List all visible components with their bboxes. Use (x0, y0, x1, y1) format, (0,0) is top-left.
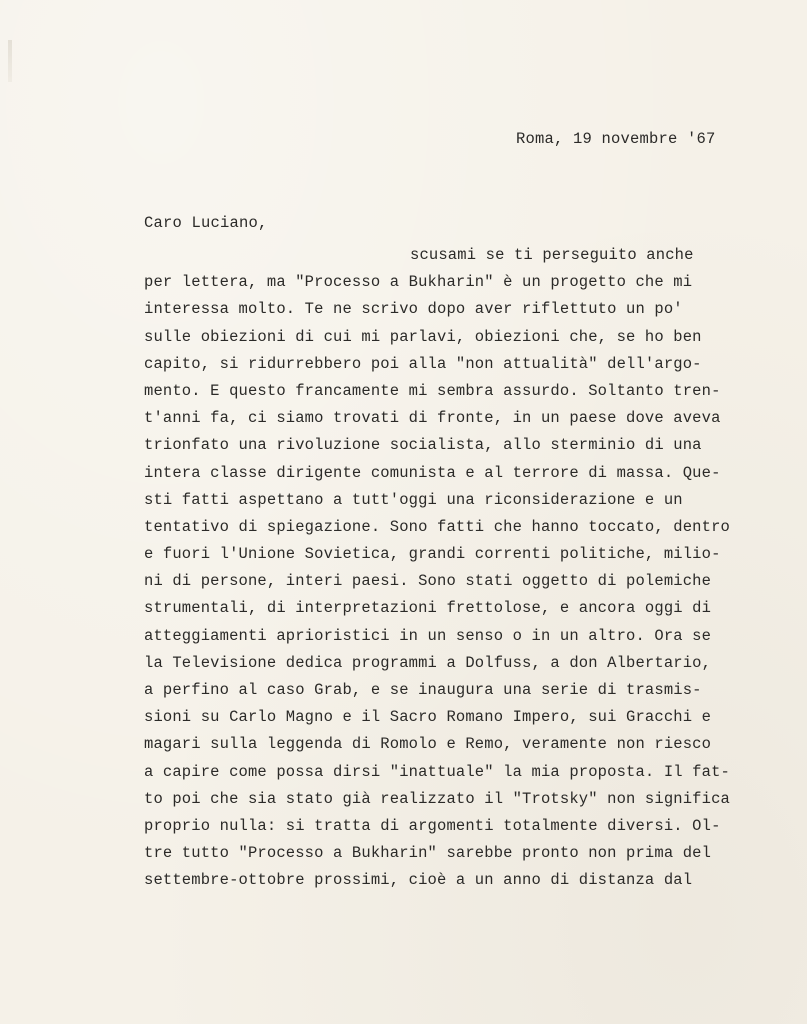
letter-date: Roma, 19 novembre '67 (516, 130, 716, 148)
body-line: atteggiamenti aprioristici in un senso o in un altro. Ora se (144, 626, 712, 645)
body-line: proprio nulla: si tratta di argomenti totalmente diversi. Ol- (144, 816, 721, 835)
body-line: magari sulla leggenda di Romolo e Remo, veramente non riesco (144, 735, 712, 754)
body-line: mento. E questo francamente mi sembra assurdo. Soltanto tren- (144, 381, 721, 400)
body-line: tre tutto "Processo a Bukharin" sarebbe pronto non prima del (144, 844, 712, 863)
body-line: a capire come possa dirsi "inattuale" la mia proposta. Il fat- (144, 762, 730, 781)
letter-body (144, 242, 744, 895)
body-line: to poi che sia stato già realizzato il "Trotsky" non significa (144, 789, 730, 808)
body-line: sulle obiezioni di cui mi parlavi, obiezioni che, se ho ben (144, 327, 702, 346)
body-line: intera classe dirigente comunista e al terrore di massa. Que- (144, 463, 721, 482)
body-line: strumentali, di interpretazioni frettolose, e ancora oggi di (144, 599, 712, 618)
body-line: a perfino al caso Grab, e se inaugura una serie di trasmis- (144, 681, 702, 699)
body-line: per lettera, ma "Processo a Bukharin" è un progetto che mi (144, 273, 693, 292)
body-line: trionfato una rivoluzione socialista, allo sterminio di una (144, 436, 702, 455)
body-line: settembre-ottobre prossimi, cioè a un anno di distanza dal (144, 871, 693, 890)
body-line: t'anni fa, ci siamo trovati di fronte, in un paese dove aveva (144, 409, 721, 428)
body-line: ni di persone, interi paesi. Sono stati oggetto di polemiche (144, 572, 712, 591)
body-line: capito, si ridurrebbero poi alla "non attualità" dell'argo- (144, 354, 702, 373)
body-line: la Televisione dedica programmi a Dolfuss, a don Albertario, (144, 653, 712, 672)
body-line: tentativo di spiegazione. Sono fatti che hanno toccato, dentro (144, 517, 730, 536)
letter-salutation: Caro Luciano, (144, 214, 268, 232)
body-line: interessa molto. Te ne scrivo dopo aver riflettuto un po' (144, 300, 683, 319)
body-line: sioni su Carlo Magno e il Sacro Romano Impero, sui Gracchi e (144, 708, 712, 727)
paper-edge-mark (8, 40, 12, 82)
body-line: scusami se ti perseguito anche (410, 246, 694, 264)
body-line: sti fatti aspettano a tutt'oggi una riconsiderazione e un (144, 490, 683, 509)
body-line: e fuori l'Unione Sovietica, grandi correnti politiche, milio- (144, 545, 721, 564)
